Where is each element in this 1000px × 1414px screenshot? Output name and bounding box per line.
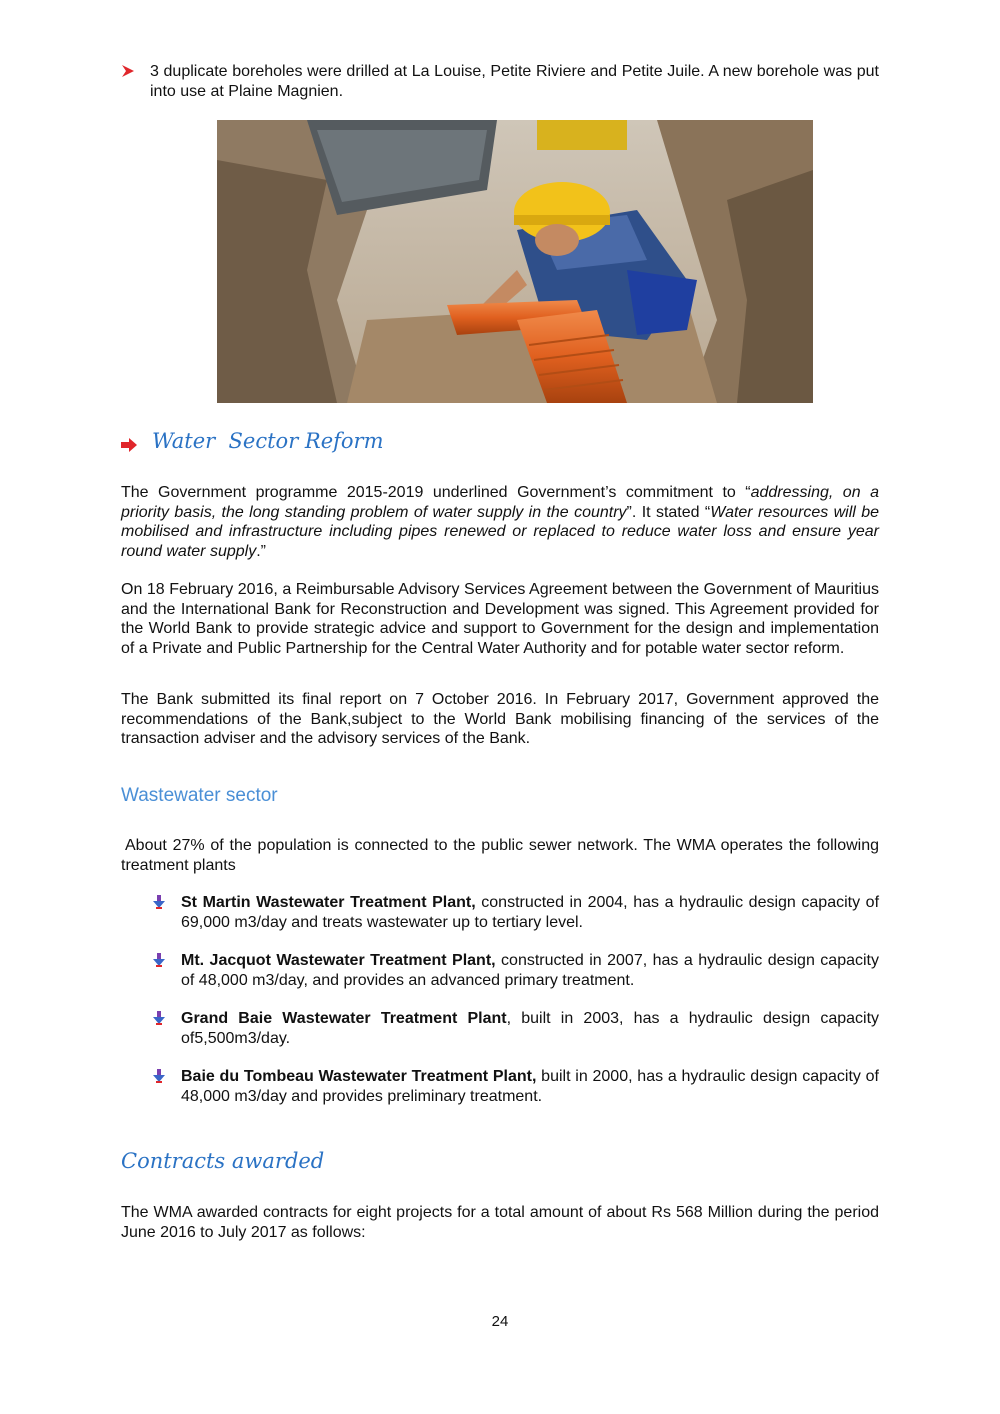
reform-heading bbox=[121, 429, 384, 454]
wastewater-heading: Wastewater sector bbox=[121, 785, 278, 806]
reform-heading-text: Water Sector Reform bbox=[152, 429, 384, 453]
down-arrow-bullet-icon bbox=[152, 1011, 166, 1031]
reform-p1-a: The Government programme 2015-2019 underlined Government’s commitment to “ bbox=[121, 484, 751, 501]
plant-item bbox=[152, 1009, 879, 1048]
reform-paragraph-2: On 18 February 2016, a Reimbursable Advisory Services Agreement between the Government of Mauritius and the International Bank for Reconstruction and Development was signed. This Agreement provided for the World Bank to provide strategic advice and support to Government for the design and implementation of a Private and Public Partnership for the Central Water Authority and for potable water sector reform. bbox=[121, 581, 879, 657]
down-arrow-bullet-icon bbox=[152, 895, 166, 915]
plant-item bbox=[152, 1067, 879, 1106]
contracts-heading: Contracts awarded bbox=[121, 1149, 325, 1173]
plant-desc: constructed in 2004, has a hydraulic design capacity of 69,000 m3/day and treats wastewater up to tertiary level. bbox=[181, 894, 880, 931]
plant-desc: , built in 2003, has a hydraulic design capacity of5,500m3/day. bbox=[181, 1010, 880, 1047]
page-number: 24 bbox=[491, 1313, 509, 1330]
reform-p1-c: ”. It stated “ bbox=[626, 503, 711, 521]
plant-name: Grand Baie Wastewater Treatment Plant bbox=[181, 1010, 507, 1027]
plant-desc: constructed in 2007, has a hydraulic design capacity of 48,000 m3/day, and provides an advanced primary treatment. bbox=[181, 952, 879, 989]
down-arrow-bullet-icon bbox=[152, 1069, 166, 1089]
plant-name: Baie du Tombeau Wastewater Treatment Plant, bbox=[181, 1068, 537, 1085]
arrow-bullet-icon bbox=[121, 64, 135, 84]
reform-p1-quote-1: addressing, on a priority basis, the long standing problem of water supply in the country bbox=[121, 484, 879, 521]
intro-bullet-text: 3 duplicate boreholes were drilled at La Louise, Petite Riviere and Petite Juile. A new borehole was put into use at Plaine Magnien. bbox=[150, 63, 879, 100]
pipe-laying-photo bbox=[217, 120, 813, 403]
plant-item bbox=[152, 951, 879, 990]
plant-item bbox=[152, 893, 879, 932]
wastewater-intro: About 27% of the population is connected to the public sewer network. The WMA operates the following treatment plants bbox=[121, 837, 879, 874]
plant-desc: built in 2000, has a hydraulic design capacity of 48,000 m3/day and provides preliminary treatment. bbox=[181, 1068, 879, 1105]
plant-name: Mt. Jacquot Wastewater Treatment Plant, bbox=[181, 952, 496, 969]
intro-bullet bbox=[121, 62, 879, 101]
reform-p1-e: .” bbox=[256, 542, 266, 560]
contracts-paragraph: The WMA awarded contracts for eight projects for a total amount of about Rs 568 Million during the period June 2016 to July 2017 as follows: bbox=[121, 1204, 879, 1241]
bold-arrow-bullet-icon bbox=[121, 438, 137, 458]
reform-paragraph-3: The Bank submitted its final report on 7 October 2016. In February 2017, Government approved the recommendations of the Bank,subject to the World Bank mobilising financing of the services of the transaction adviser and the advisory services of the Bank. bbox=[121, 691, 879, 747]
reform-p1-quote-2: Water resources will be mobilised and infrastructure including pipes renewed or replaced to reduce water loss and ensure year round water supply bbox=[121, 503, 880, 560]
down-arrow-bullet-icon bbox=[152, 953, 166, 973]
reform-paragraph-1 bbox=[121, 483, 879, 561]
plant-name: St Martin Wastewater Treatment Plant, bbox=[181, 894, 476, 911]
